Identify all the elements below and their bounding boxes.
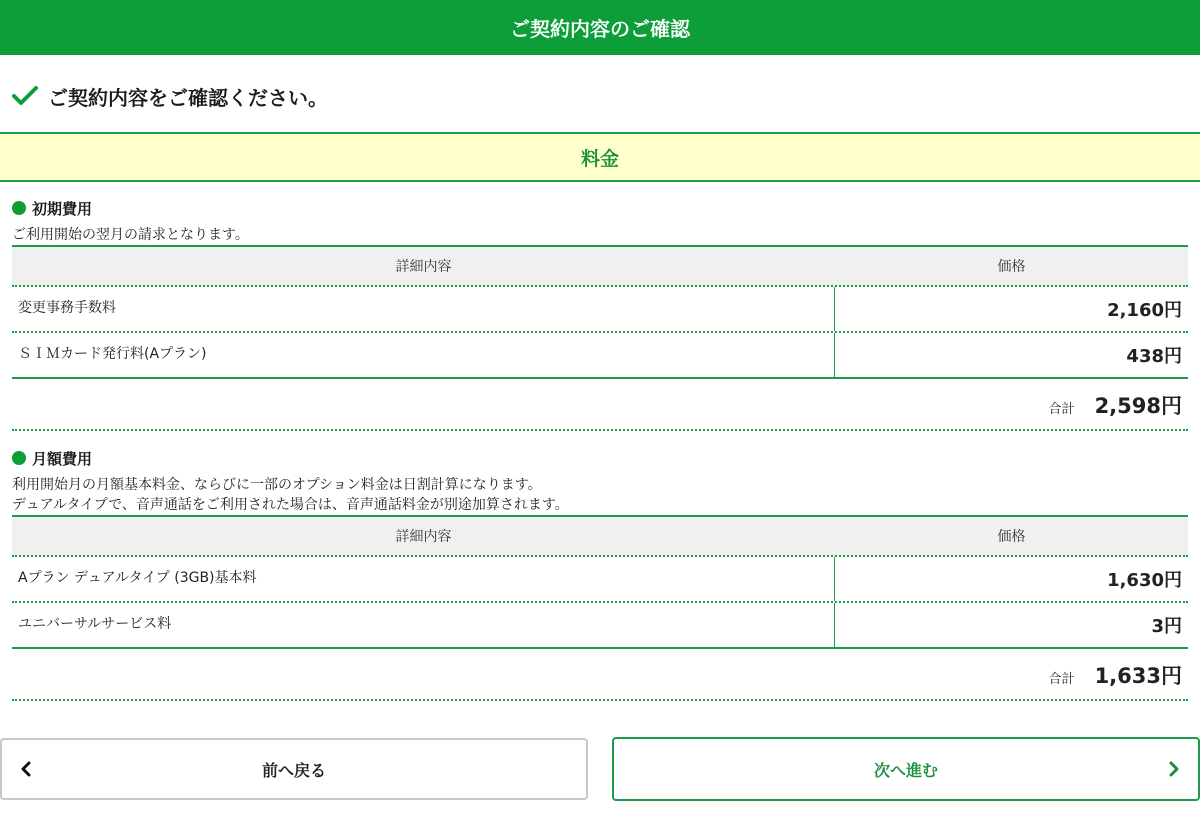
col-price-header: 価格 [997,529,1026,545]
table-row [12,333,1188,379]
initial-fees-title [12,198,92,218]
bullet-icon [12,451,26,465]
row-label: ユニバーサルサービス料 [12,603,835,647]
confirm-message [12,80,328,112]
total-value: 1,633円 [1094,664,1182,688]
initial-fees-title-text: 初期費用 [32,199,93,218]
initial-fees-total [12,381,1188,431]
back-button[interactable] [0,738,588,800]
monthly-fees-table [12,515,1188,649]
check-icon [12,85,38,107]
bullet-icon [12,201,26,215]
page-header [0,0,1200,55]
row-label: 変更事務手数料 [12,287,835,331]
row-label: Aプラン デュアルタイプ (3GB)基本料 [12,557,835,601]
next-button[interactable] [612,737,1200,801]
next-button-label: 次へ進む [873,760,938,780]
row-price: 1,630円 [1107,570,1182,591]
table-row [12,603,1188,649]
col-detail-header: 詳細内容 [395,259,452,275]
row-price: 438円 [1126,346,1182,367]
row-label: ＳＩＭカード発行料(Aプラン) [12,333,835,377]
table-header [12,515,1188,557]
page-title: ご契約内容のご確認 [510,17,690,41]
monthly-fees-title-text: 月額費用 [32,449,93,468]
section-fees-band [0,132,1200,182]
row-price: 3円 [1151,616,1182,637]
monthly-fees-total [12,651,1188,701]
table-row [12,287,1188,333]
initial-fees-table [12,245,1188,379]
back-button-label: 前へ戻る [261,760,326,780]
initial-fees-note: ご利用開始の翌月の請求となります。 [12,227,249,243]
monthly-fees-note-1: 利用開始月の月額基本料金、ならびに一部のオプション料金は日割計算になります。 [12,477,542,493]
row-price: 2,160円 [1107,300,1182,321]
table-header [12,245,1188,287]
confirm-text: ご契約内容をご確認ください。 [48,85,328,110]
total-label: 合計 [1048,671,1075,687]
table-row [12,557,1188,603]
chevron-right-icon [1168,761,1180,777]
total-label: 合計 [1048,401,1075,417]
chevron-left-icon [20,761,32,777]
monthly-fees-note-2: デュアルタイプで、音声通話をご利用された場合は、音声通話料金が別途加算されます。 [12,497,569,513]
col-price-header: 価格 [997,259,1026,275]
section-title: 料金 [580,147,619,170]
total-value: 2,598円 [1094,394,1182,418]
monthly-fees-title [12,448,92,468]
col-detail-header: 詳細内容 [395,529,452,545]
